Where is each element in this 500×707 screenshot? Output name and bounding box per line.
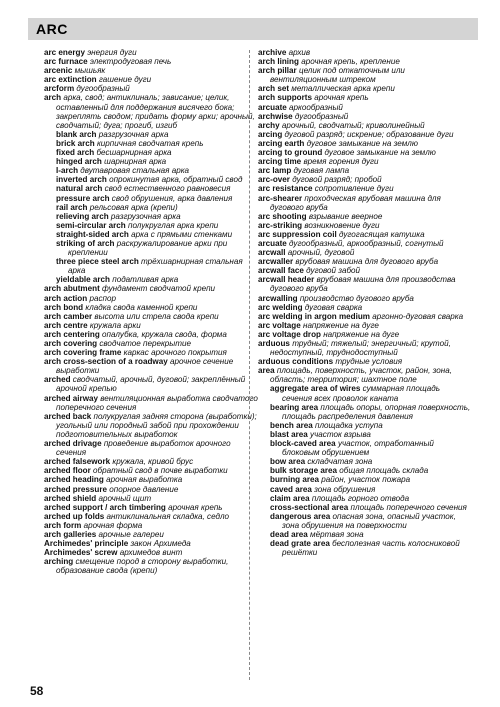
entry-definition: дугообразный <box>76 84 130 94</box>
dictionary-entry <box>258 330 472 339</box>
entry-term: blast area <box>270 429 308 439</box>
entry-term: Archimedes' principle <box>44 539 129 549</box>
entry-term: arched back <box>44 411 92 421</box>
dictionary-entry <box>258 421 472 430</box>
dictionary-entry <box>258 457 472 466</box>
dictionary-entry <box>258 57 472 66</box>
dictionary-entry <box>44 539 258 548</box>
entry-definition: бесшарнирная арка <box>96 148 172 158</box>
dictionary-entry <box>258 130 472 139</box>
entry-definition: напряжение на дуге <box>323 329 400 339</box>
entry-term: arch cross-section of a roadway <box>44 357 168 367</box>
dictionary-entry <box>258 157 472 166</box>
entry-definition: арочное сечение выработки <box>56 357 234 376</box>
dictionary-entry <box>44 230 258 239</box>
entry-term: arcform <box>44 84 75 94</box>
entry-term: dead area <box>270 529 308 539</box>
dictionary-entry <box>258 439 472 457</box>
entry-definition: зона обрушения <box>314 484 376 494</box>
entry-definition: арочная крепь, крепление <box>301 57 400 67</box>
entry-definition: высота или стрела свода крепи <box>94 311 219 321</box>
entry-term: arc welding in argon medium <box>258 311 370 321</box>
dictionary-entry <box>44 557 258 575</box>
dictionary-entry <box>44 194 258 203</box>
entry-definition: кружала арки <box>89 320 141 330</box>
entry-definition: полукруглая задняя сторона (выработки); угольный или породный забой при прохождении подготовительных выработок <box>56 411 257 439</box>
entry-definition: площадь, поверхность, участок, район, зона, область; территория; шахтное поле <box>270 366 453 385</box>
entry-term: striking of arch <box>56 238 115 248</box>
entry-term: arcuate <box>258 238 287 248</box>
dictionary-entry <box>258 239 472 248</box>
entry-term: relieving arch <box>56 211 109 221</box>
dictionary-entry <box>258 366 472 384</box>
entry-definition: арочная выработка <box>106 475 183 485</box>
entry-term: arch centering <box>44 329 100 339</box>
entry-term: arch supports <box>258 93 312 103</box>
dictionary-entry <box>258 84 472 93</box>
entry-term: arcuate <box>258 102 287 112</box>
entry-definition: арка с прямыми стенками <box>131 229 233 239</box>
entry-definition: производство дугового вруба <box>299 293 414 303</box>
entry-term: arcwaller <box>258 257 294 267</box>
entry-term: archive <box>258 48 287 57</box>
dictionary-entry <box>258 266 472 275</box>
dictionary-entry <box>44 139 258 148</box>
entry-term: area <box>258 366 275 376</box>
entry-term: arched drivage <box>44 439 102 449</box>
entry-definition: аркообразный <box>289 102 343 112</box>
entry-term: arch centre <box>44 320 88 330</box>
entry-definition: опалубка, кружала свода, форма <box>102 329 227 339</box>
entry-term: bearing area <box>270 402 319 412</box>
entry-definition: дуговой забой <box>306 266 361 276</box>
entry-definition: сводчатое перекрытие <box>99 339 191 348</box>
entry-definition: рельсовая арка (крепи) <box>89 202 178 212</box>
entry-definition: трёхшарнирная стальная арка <box>68 257 243 276</box>
dictionary-entry <box>44 303 258 312</box>
dictionary-entry <box>44 239 258 257</box>
dictionary-entry <box>258 175 472 184</box>
dictionary-entry <box>258 384 472 402</box>
dictionary-entry <box>44 548 258 557</box>
entry-definition: металлическая арка крепи <box>291 84 395 94</box>
dictionary-entry <box>44 93 258 129</box>
entry-definition: фундамент сводчатой крепи <box>102 284 216 294</box>
entry-definition: шарнирная арка <box>104 157 167 167</box>
entry-definition: арочная крепь <box>168 502 223 512</box>
entry-definition: каркас арочного покрытия <box>123 348 227 358</box>
dictionary-entry <box>258 184 472 193</box>
entry-definition: площадь опоры, опорная поверхность, площадь распределения давления <box>282 402 471 421</box>
dictionary-entry <box>258 485 472 494</box>
dictionary-entry <box>44 439 258 457</box>
entry-term: arc lamp <box>258 166 292 176</box>
entry-term: arc energy <box>44 48 85 57</box>
entry-term: arc resistance <box>258 184 313 194</box>
entry-term: arch set <box>258 84 290 94</box>
entry-term: arcwall header <box>258 275 315 285</box>
entry-definition: участок, отработанный блоковым обрушением <box>282 439 434 458</box>
entry-definition: участок взрыва <box>310 429 371 439</box>
entry-definition: трудный; тяжелый; энергичный; крутой, недоступный, труднодоступный <box>270 339 451 358</box>
dictionary-entry <box>258 530 472 539</box>
entry-definition: сводчатый, арочный, дуговой; закреплённый арочной крепью <box>56 375 246 394</box>
entry-definition: архимедов винт <box>119 548 183 558</box>
entry-term: arc welding <box>258 302 303 312</box>
entry-term: arduous conditions <box>258 357 334 367</box>
column-divider <box>249 50 250 680</box>
entry-term: arcing to ground <box>258 148 323 158</box>
entry-term: arc shooting <box>258 211 307 221</box>
entry-term: arcwall face <box>258 266 304 276</box>
entry-term: arch lining <box>258 57 299 67</box>
dictionary-entry <box>44 503 258 512</box>
dictionary-entry <box>44 485 258 494</box>
entry-term: arch form <box>44 520 82 530</box>
entry-term: arched support / arch timbering <box>44 502 166 512</box>
entry-term: burning area <box>270 475 320 485</box>
entry-term: arcing earth <box>258 138 305 148</box>
dictionary-entry <box>44 212 258 221</box>
dictionary-entry <box>44 75 258 84</box>
dictionary-entry <box>258 430 472 439</box>
entry-term: arcwall <box>258 248 286 258</box>
entry-term: arc suppression coil <box>258 229 337 239</box>
entry-definition: кружала, кривой брус <box>112 457 194 467</box>
dictionary-entry <box>44 494 258 503</box>
dictionary-entry <box>44 166 258 175</box>
entry-term: bow area <box>270 457 306 467</box>
dictionary-entry <box>44 375 258 393</box>
dictionary-entry <box>44 48 258 57</box>
entry-term: arched airway <box>44 393 98 403</box>
dictionary-entry <box>258 321 472 330</box>
entry-definition: арочная форма <box>83 520 143 530</box>
entry-term: arched up folds <box>44 511 105 521</box>
entry-definition: трудные условия <box>335 357 403 367</box>
dictionary-entry <box>258 403 472 421</box>
entry-definition: свод естественного равновесия <box>104 184 231 194</box>
entry-term: dangerous area <box>270 511 331 521</box>
entry-definition: арка, свод; антиклиналь; зависание; целик, оставленный для поддержания висячего бока; закреплять сводом; придать форму арки; арочный, сводчатый; дуга; прогиб, изгиб <box>56 93 255 130</box>
entry-definition: разгрузочная арка <box>110 211 181 221</box>
entry-definition: взрывание веерное <box>308 211 383 221</box>
dictionary-entry <box>258 166 472 175</box>
entry-definition: антиклинальная складка, седло <box>106 511 230 521</box>
entry-term: pressure arch <box>56 193 110 203</box>
entry-term: claim area <box>270 493 310 503</box>
entry-definition: свод обрушения, арка давления <box>111 193 233 203</box>
entry-definition: обратный свод в почве выработки <box>93 466 228 476</box>
dictionary-entry <box>258 275 472 293</box>
dictionary-entry <box>44 57 258 66</box>
entry-definition: сопротивление дуги <box>314 184 394 194</box>
entry-term: semi-circular arch <box>56 220 126 230</box>
entry-term: arched pressure <box>44 484 107 494</box>
entry-term: arc-shearer <box>258 193 303 203</box>
entry-definition: район, участок пожара <box>321 475 411 485</box>
entry-definition: разгрузочная арка <box>98 129 169 139</box>
entry-term: caved area <box>270 484 312 494</box>
dictionary-entry <box>258 212 472 221</box>
entry-definition: дуговой разряд; искрение; образование дуги <box>284 129 454 139</box>
dictionary-entry <box>258 512 472 530</box>
dictionary-entry <box>258 475 472 484</box>
entry-definition: закон Архимеда <box>130 539 191 549</box>
entry-term: arch pillar <box>258 66 297 76</box>
dictionary-entry <box>258 466 472 475</box>
dictionary-entry <box>258 112 472 121</box>
entry-term: dead grate area <box>270 539 330 549</box>
dictionary-entry <box>258 357 472 366</box>
dictionary-entry <box>258 248 472 257</box>
entry-definition: проведение выработок арочного сечения <box>56 439 231 458</box>
dictionary-entry <box>258 539 472 557</box>
entry-definition: гашение дуги <box>98 75 152 85</box>
dictionary-entry <box>44 157 258 166</box>
entry-definition: дугообразный <box>294 111 349 121</box>
entry-term: arched shield <box>44 493 97 503</box>
entry-term: arch abutment <box>44 284 100 294</box>
entry-term: bulk storage area <box>270 466 338 476</box>
entry-term: arch <box>44 93 62 103</box>
entry-term: Archimedes' screw <box>44 548 118 558</box>
entry-definition: арочный, сводчатый; криволинейный <box>281 120 425 130</box>
entry-definition: мёртвая зона <box>310 529 364 539</box>
entry-definition: вентиляционная выработка сводчатого поперечного сечения <box>56 393 258 412</box>
dictionary-entry <box>258 139 472 148</box>
entry-definition: арочный щит <box>98 493 152 503</box>
dictionary-entry <box>44 203 258 212</box>
entry-definition: проходческая врубовая машина для дугового вруба <box>270 193 441 212</box>
entry-definition: арочный, дуговой <box>287 248 355 258</box>
dictionary-entry <box>258 303 472 312</box>
entry-term: archy <box>258 120 280 130</box>
entry-term: arched floor <box>44 466 91 476</box>
entry-definition: аргонно-дуговая сварка <box>372 311 464 321</box>
entry-term: arch bond <box>44 302 84 312</box>
entry-term: arc-striking <box>258 220 303 230</box>
entry-term: arching <box>44 557 74 567</box>
entry-definition: смещение пород в сторону выработки, образование свода (крепи) <box>56 557 229 576</box>
entry-definition: опасная зона, опасный участок, зона обрушения на поверхности <box>282 511 456 530</box>
dictionary-entry <box>258 194 472 212</box>
entry-term: blank arch <box>56 129 97 139</box>
entry-term: hinged arch <box>56 157 102 167</box>
entry-term: arch camber <box>44 311 93 321</box>
entry-definition: кирпичная сводчатая крепь <box>96 138 204 148</box>
entry-term: arched heading <box>44 475 104 485</box>
entry-term: arcenic <box>44 66 73 76</box>
dictionary-entry <box>44 312 258 321</box>
dictionary-entry <box>44 221 258 230</box>
entry-definition: напряжение на дуге <box>303 320 379 330</box>
entry-term: arch galleries <box>44 529 97 539</box>
page-header <box>28 18 478 40</box>
entry-term: rail arch <box>56 202 88 212</box>
entry-term: archwise <box>258 111 293 121</box>
entry-definition: опрокинутая арка, обратный свод <box>109 175 243 185</box>
entry-definition: дуговой разряд; пробой <box>292 175 382 185</box>
entry-definition: дуговая сварка <box>304 302 363 312</box>
entry-term: arch covering frame <box>44 348 122 358</box>
entry-term: arc-over <box>258 175 290 185</box>
entry-term: three piece steel arch <box>56 257 139 267</box>
entry-definition: дуговая лампа <box>293 166 350 176</box>
entry-definition: арочные галереи <box>98 529 164 539</box>
right-column <box>258 48 472 557</box>
dictionary-entry <box>44 66 258 75</box>
dictionary-entry <box>258 121 472 130</box>
entry-definition: мышьяк <box>74 66 106 76</box>
entry-definition: складчатая зона <box>307 457 373 467</box>
dictionary-entry <box>258 221 472 230</box>
dictionary-entry <box>258 230 472 239</box>
entry-term: brick arch <box>56 138 95 148</box>
entry-term: cross-sectional area <box>270 502 349 512</box>
entry-definition: архив <box>288 48 311 57</box>
entry-definition: дуговое замыкание на землю <box>324 148 436 158</box>
entry-definition: двутавровая стальная арка <box>80 166 190 176</box>
entry-term: natural arch <box>56 184 103 194</box>
header-title: ARC <box>36 21 68 37</box>
dictionary-entry <box>44 257 258 275</box>
entry-definition: целик под откаточным или вентиляционным штреком <box>270 66 405 85</box>
dictionary-entry <box>258 93 472 102</box>
entry-definition: дугогасящая катушка <box>338 229 425 239</box>
entry-definition: врубовая машина для производства дугового вруба <box>270 275 456 294</box>
dictionary-entry <box>44 348 258 357</box>
entry-term: arcing time <box>258 157 302 167</box>
entry-definition: распор <box>89 293 116 303</box>
dictionary-entry <box>44 339 258 348</box>
entry-term: aggregate area of wires <box>270 384 361 394</box>
entry-definition: полукруглая арка крепи <box>127 220 219 230</box>
dictionary-entry <box>44 475 258 484</box>
page-number: 58 <box>30 684 44 698</box>
entry-definition: площадь поперечного сечения <box>350 502 467 512</box>
entry-term: arc voltage drop <box>258 329 321 339</box>
dictionary-entry <box>44 457 258 466</box>
entry-term: I-arch <box>56 166 79 176</box>
dictionary-entry <box>258 48 472 57</box>
dictionary-entry <box>44 512 258 521</box>
entry-term: fixed arch <box>56 148 95 158</box>
dictionary-entry <box>44 330 258 339</box>
entry-definition: площадь горного отвода <box>311 493 410 503</box>
entry-definition: возникновение дуги <box>304 220 380 230</box>
entry-term: arc extinction <box>44 75 97 85</box>
dictionary-entry <box>44 184 258 193</box>
entry-term: arch action <box>44 293 88 303</box>
entry-definition: электродуговая печь <box>89 57 172 67</box>
entry-term: arcwalling <box>258 293 298 303</box>
dictionary-entry <box>44 412 258 439</box>
dictionary-entry <box>258 103 472 112</box>
entry-term: yieldable arch <box>56 275 110 285</box>
entry-term: arched falsework <box>44 457 111 467</box>
dictionary-entry <box>258 148 472 157</box>
entry-term: arch covering <box>44 339 98 348</box>
entry-term: arc voltage <box>258 320 301 330</box>
dictionary-entry <box>258 257 472 266</box>
dictionary-entry <box>258 312 472 321</box>
entry-definition: бесполезная часть колосниковой решётки <box>282 539 460 558</box>
entry-definition: врубовая машина для дугового вруба <box>295 257 439 267</box>
dictionary-entry <box>44 394 258 412</box>
dictionary-entry <box>258 503 472 512</box>
entry-term: arc furnace <box>44 57 88 67</box>
entry-definition: энергия дуги <box>87 48 137 57</box>
entry-term: straight-sided arch <box>56 229 129 239</box>
dictionary-entry <box>44 175 258 184</box>
entry-definition: общая площадь склада <box>339 466 429 476</box>
dictionary-entry <box>44 357 258 375</box>
entry-definition: арочная крепь <box>314 93 369 103</box>
entry-term: bench area <box>270 420 313 430</box>
entry-definition: податливая арка <box>112 275 179 285</box>
dictionary-entry <box>44 530 258 539</box>
dictionary-entry <box>258 494 472 503</box>
dictionary-entry <box>258 294 472 303</box>
entry-definition: дуговое замыкание на землю <box>306 138 418 148</box>
dictionary-entry <box>258 66 472 84</box>
dictionary-entry <box>44 521 258 530</box>
entry-definition: кладка свода каменной крепи <box>85 302 198 312</box>
entry-term: block-caved area <box>270 439 336 449</box>
entry-term: arcing <box>258 129 283 139</box>
entry-term: inverted arch <box>56 175 107 185</box>
entry-term: arched <box>44 375 71 385</box>
dictionary-entry <box>44 130 258 139</box>
dictionary-entry <box>44 321 258 330</box>
dictionary-entry <box>258 339 472 357</box>
entry-definition: дугообразный, аркообразный, согнутый <box>289 238 444 248</box>
dictionary-entry <box>44 294 258 303</box>
entry-definition: площадка уступа <box>315 420 383 430</box>
dictionary-entry <box>44 284 258 293</box>
entry-term: arduous <box>258 339 290 348</box>
entry-definition: суммарная площадь сечения всех проволок каната <box>282 384 441 403</box>
dictionary-entry <box>44 275 258 284</box>
dictionary-entry <box>44 84 258 93</box>
entry-definition: раскружалирование арки при креплении <box>68 238 228 258</box>
dictionary-entry <box>44 148 258 157</box>
left-column <box>44 48 258 575</box>
dictionary-entry <box>44 466 258 475</box>
entry-definition: время горения дуги <box>303 157 379 167</box>
entry-definition: опорное давление <box>109 484 179 494</box>
